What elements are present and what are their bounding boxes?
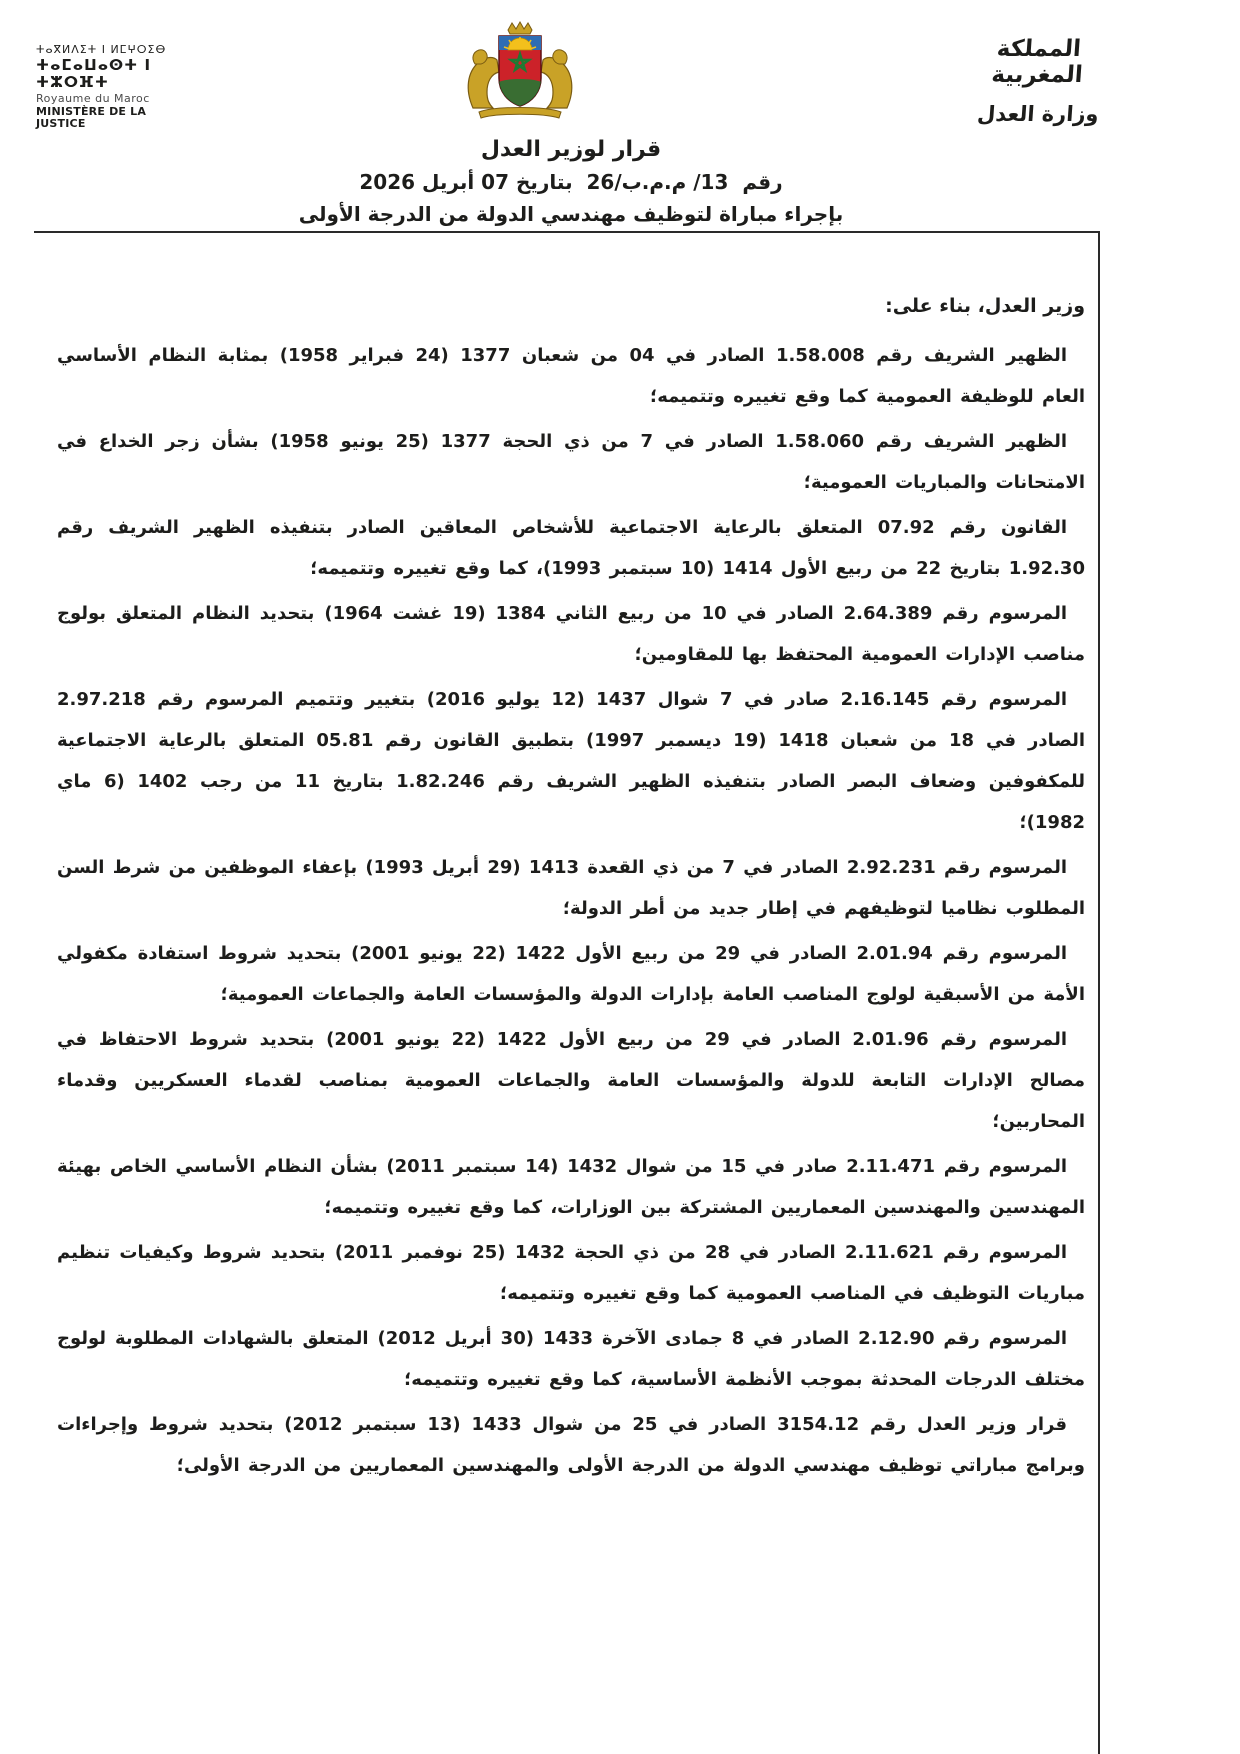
decree-paragraph: المرسوم رقم 2.11.471 صادر في 15 من شوال 1432 (14 سبتمبر 2011) بشأن النظام الأساسي الخاص بهيئة المهندسين والمهندسين المعماريين المشتركة بين الوزارات، كما وقع تغييره وتتميمه؛ bbox=[57, 1156, 1085, 1218]
decree-subject: بإجراء مباراة لتوظيف مهندسي الدولة من الدرجة الأولى bbox=[298, 202, 844, 226]
royaume-du-maroc-text: Royaume du Maroc bbox=[36, 92, 150, 106]
decree-paragraph: المرسوم رقم 2.11.621 الصادر في 28 من ذي الحجة 1432 (25 نوفمبر 2011) بتحديد شروط وكيفيات تنظيم مباريات التوظيف في المناصب العمومية كما وقع تغييره وتتميمه؛ bbox=[57, 1242, 1085, 1304]
decree-paragraph: قرار وزير العدل رقم 3154.12 الصادر في 25 من شوال 1433 (13 سبتمبر 2012) بتحديد شروط وإجراءات وبرامج مباراتي توظيف مهندسي الدولة من الدرجة الأولى والمهندسين المعماريين من الدرجة الأولى؛ bbox=[57, 1414, 1085, 1476]
decree-title: قرار لوزير العدل bbox=[480, 137, 662, 162]
right-vertical-border bbox=[1098, 231, 1100, 1754]
preamble-intro: وزير العدل، بناء على: bbox=[885, 295, 1085, 317]
ministere-justice-text: MINISTÈRE DE LA JUSTICE bbox=[36, 104, 147, 131]
decree-paragraph: المرسوم رقم 2.01.96 الصادر في 29 من ربيع الأول 1422 (22 يونيو 2001) بتحديد شروط الاحتفاظ في مصالح الإدارات التابعة للدولة والمؤسسات العامة والجماعات العمومية بمناصب لقدماء العسكريين وقدماء المحاربين؛ bbox=[57, 1029, 1085, 1132]
decree-paragraph: المرسوم رقم 2.16.145 صادر في 7 شوال 1437 (12 يوليو 2016) بتغيير وتتميم المرسوم رقم 2.97.218 الصادر في 18 من شعبان 1418 (19 ديسمبر 1997) بتطبيق القانون رقم 05.81 المتعلق بالرعاية الاجتماعية للمكفوفين وضعاف البصر الصادر بتنفيذه الظهير الشريف رقم 1.82.246 بتاريخ 11 من رجب 1402 (6 ماي 1982)؛ bbox=[57, 689, 1086, 833]
coat-of-arms-icon bbox=[455, 20, 585, 122]
tifinagh-ministry-text: ⵜⴰⵎⴰⵡⴰⵙⵜ ⵏ ⵜⵣⵔⴼⵜ bbox=[36, 55, 152, 91]
kingdom-of-morocco-calligraphy: المملكة المغربية bbox=[990, 36, 1084, 88]
decree-paragraph: المرسوم رقم 2.64.389 الصادر في 10 من ربيع الثاني 1384 (19 غشت 1964) بتحديد النظام المتعلق بولوج مناصب الإدارات العمومية المحتفظ بها للمقاومين؛ bbox=[57, 603, 1085, 665]
decree-paragraph: الظهير الشريف رقم 1.58.008 الصادر في 04 من شعبان 1377 (24 فبراير 1958) بمثابة النظام الأساسي العام للوظيفة العمومية كما وقع تغييره وتتميمه؛ bbox=[57, 345, 1085, 407]
decree-paragraph: القانون رقم 07.92 المتعلق بالرعاية الاجتماعية للأشخاص المعاقين الصادر بتنفيذه الظهير الشريف رقم 1.92.30 بتاريخ 22 من ربيع الأول 1414 (10 سبتمبر 1993)، كما وقع تغييره وتتميمه؛ bbox=[57, 517, 1085, 579]
decree-title-block bbox=[57, 134, 1085, 230]
decree-paragraph: الظهير الشريف رقم 1.58.060 الصادر في 7 من ذي الحجة 1377 (25 يونيو 1958) بشأن زجر الخداع في الامتحانات والمباريات العمومية؛ bbox=[57, 431, 1085, 493]
decree-paragraph: المرسوم رقم 2.12.90 الصادر في 8 جمادى الآخرة 1433 (30 أبريل 2012) المتعلق بالشهادات المطلوبة لولوج مختلف الدرجات المحدثة بموجب الأنظمة الأساسية، كما وقع تغييره وتتميمه؛ bbox=[57, 1328, 1085, 1390]
decree-number-and-date: رقم 13/ م.م.ب/26 بتاريخ 07 أبريل 2026 bbox=[359, 170, 783, 194]
ministry-logo-block bbox=[36, 44, 186, 131]
decree-paragraph: المرسوم رقم 2.92.231 الصادر في 7 من ذي القعدة 1413 (29 أبريل 1993) بإعفاء الموظفين من شرط السن المطلوب نظاميا لتوظيفهم في إطار جديد من أطر الدولة؛ bbox=[57, 857, 1085, 919]
decree-paragraph: المرسوم رقم 2.01.94 الصادر في 29 من ربيع الأول 1422 (22 يونيو 2001) بتحديد شروط استفادة مكفولي الأمة من الأسبقية لولوج المناصب العامة بإدارات الدولة والمؤسسات العامة والجماعات العمومية؛ bbox=[57, 943, 1085, 1005]
tifinagh-kingdom-text: ⵜⴰⴳⵍⴷⵉⵜ ⵏ ⵍⵎⵖⵔⵉⴱ bbox=[36, 43, 167, 56]
ministry-of-justice-calligraphy: وزارة العدل bbox=[976, 102, 1100, 126]
royal-calligraphy-block bbox=[968, 36, 1108, 126]
horizontal-divider bbox=[34, 231, 1100, 233]
decree-body bbox=[57, 286, 1085, 1490]
